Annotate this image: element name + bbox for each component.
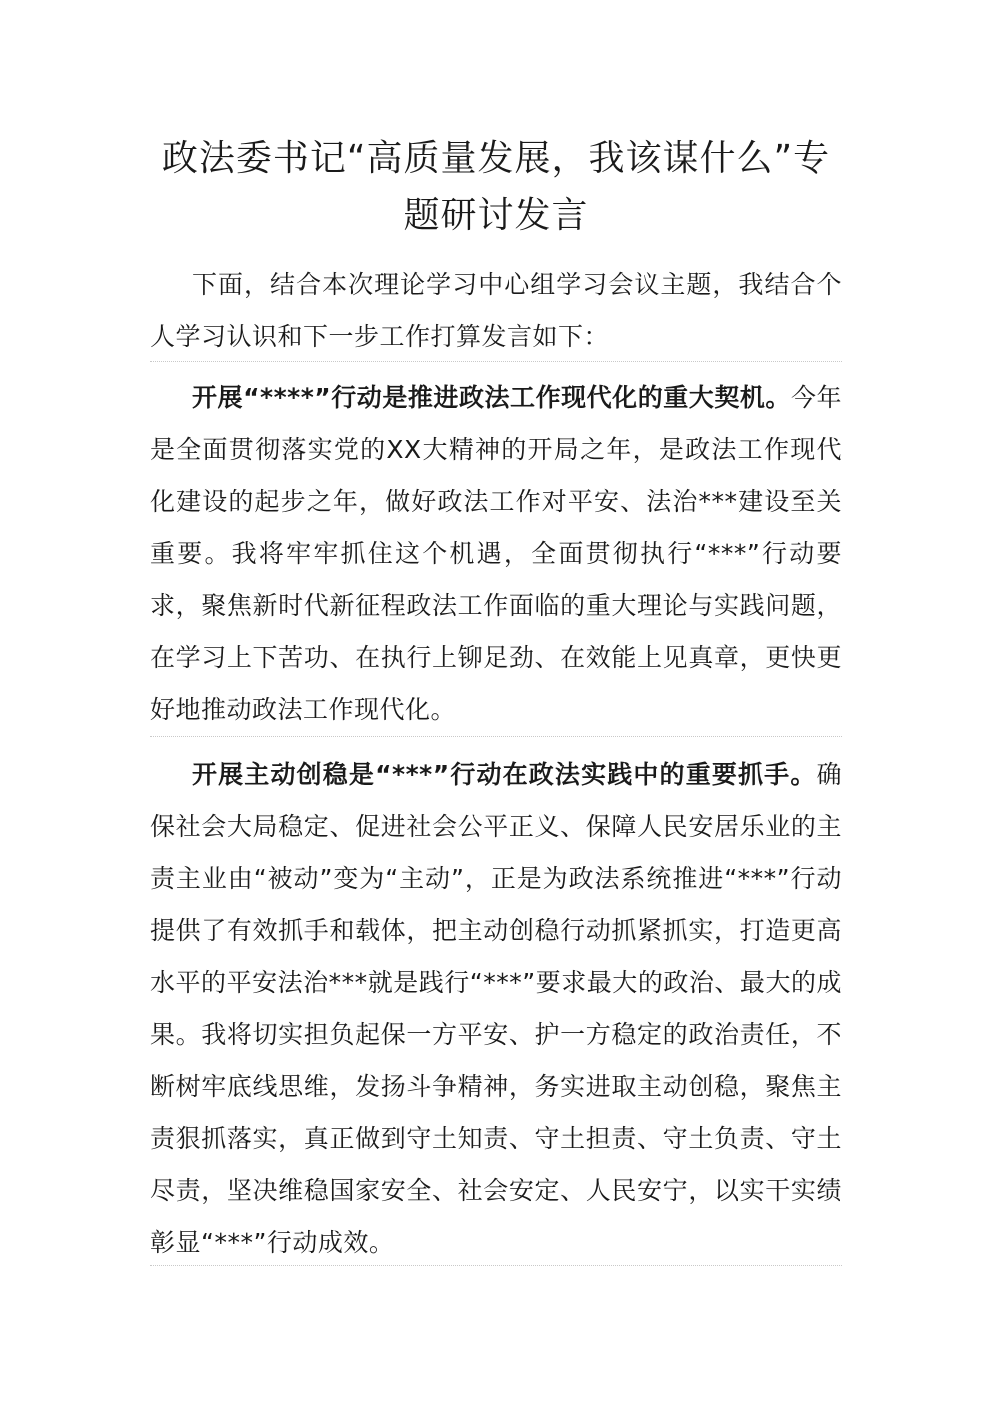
divider (150, 736, 842, 737)
divider (150, 1265, 842, 1266)
paragraph-1 (150, 372, 842, 736)
paragraph-1-lead: 开展“****”行动是推进政法工作现代化的重大契机。 (192, 383, 791, 412)
document-title: 政法委书记“高质量发展，我该谋什么”专题研讨发言 (161, 138, 831, 236)
intro-paragraph: 下面，结合本次理论学习中心组学习会议主题，我结合个人学习认识和下一步工作打算发言如下： (150, 270, 842, 351)
paragraph-2-text: 确保社会大局稳定、促进社会公平正义、保障人民安居乐业的主责主业由“被动”变为“主动”，正是为政法系统推进“***”行动提供了有效抓手和载体，把主动创稳行动抓紧抓实，打造更高水平的平安法治***就是践行“***”要求最大的政治、最大的成果。我将切实担负起保一方平安、护一方稳定的政治责任，不断树牢底线思维，发扬斗争精神，务实进取主动创稳，聚焦主责狠抓落实，真正做到守土知责、守土担责、守土负责、守土尽责，坚决维稳国家安全、社会安定、人民安宁，以实干实绩彰显“***”行动成效。 (150, 760, 842, 1257)
paragraph-2-lead: 开展主动创稳是“***”行动在政法实践中的重要抓手。 (192, 760, 817, 789)
paragraph-2 (150, 749, 842, 1269)
paragraph-1-text: 今年是全面贯彻落实党的XX大精神的开局之年，是政法工作现代化建设的起步之年，做好政法工作对平安、法治***建设至关重要。我将牢牢抓住这个机遇，全面贯彻执行“***”行动要求，聚焦新时代新征程政法工作面临的重大理论与实践问题，在学习上下苦功、在执行上铆足劲、在效能上见真章，更快更好地推动政法工作现代化。 (150, 383, 842, 724)
divider (150, 361, 842, 362)
